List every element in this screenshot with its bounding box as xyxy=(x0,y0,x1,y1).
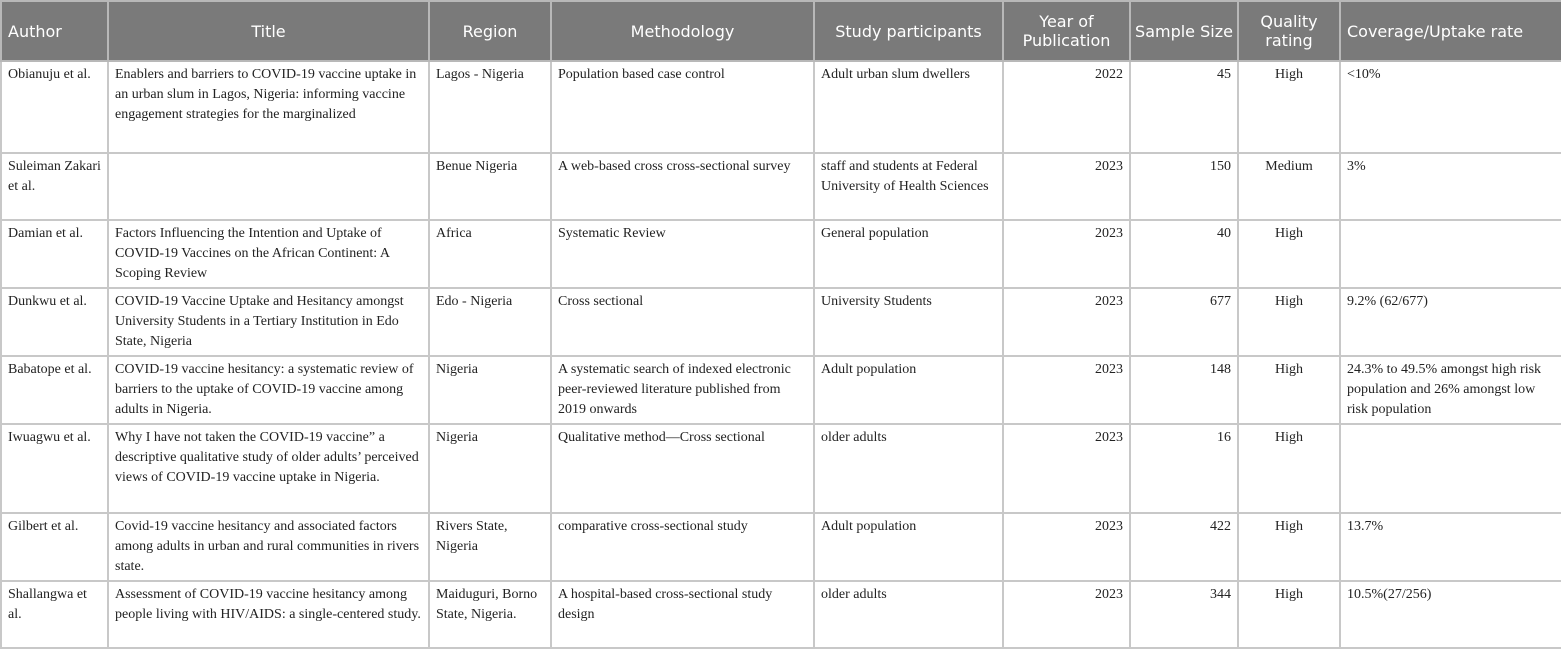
cell-sample: 16 xyxy=(1130,424,1238,513)
column-header-sample: Sample Size xyxy=(1130,1,1238,61)
cell-region: Maiduguri, Borno State, Nigeria. xyxy=(429,581,551,648)
table-row xyxy=(1,424,1561,513)
table-row xyxy=(1,288,1561,356)
header-row xyxy=(1,1,1561,61)
column-header-participants: Study participants xyxy=(814,1,1003,61)
cell-region: Nigeria xyxy=(429,356,551,424)
column-header-title: Title xyxy=(108,1,429,61)
cell-participants: General population xyxy=(814,220,1003,288)
cell-participants: Adult population xyxy=(814,513,1003,581)
table-row xyxy=(1,356,1561,424)
column-header-quality: Quality rating xyxy=(1238,1,1340,61)
column-header-year: Year of Publication xyxy=(1003,1,1130,61)
cell-year: 2022 xyxy=(1003,61,1130,153)
cell-sample: 422 xyxy=(1130,513,1238,581)
cell-author: Shallangwa et al. xyxy=(1,581,108,648)
cell-methodology: Cross sectional xyxy=(551,288,814,356)
cell-sample: 344 xyxy=(1130,581,1238,648)
cell-author: Dunkwu et al. xyxy=(1,288,108,356)
cell-coverage: 9.2% (62/677) xyxy=(1340,288,1561,356)
cell-methodology: Systematic Review xyxy=(551,220,814,288)
cell-year: 2023 xyxy=(1003,220,1130,288)
cell-author: Gilbert et al. xyxy=(1,513,108,581)
cell-author: Iwuagwu et al. xyxy=(1,424,108,513)
column-header-region: Region xyxy=(429,1,551,61)
column-header-author: Author xyxy=(1,1,108,61)
cell-coverage: <10% xyxy=(1340,61,1561,153)
column-header-methodology: Methodology xyxy=(551,1,814,61)
cell-region: Lagos - Nigeria xyxy=(429,61,551,153)
cell-year: 2023 xyxy=(1003,288,1130,356)
cell-quality: Medium xyxy=(1238,153,1340,220)
cell-coverage xyxy=(1340,220,1561,288)
cell-participants: Adult population xyxy=(814,356,1003,424)
cell-quality: High xyxy=(1238,513,1340,581)
cell-coverage: 13.7% xyxy=(1340,513,1561,581)
cell-author: Babatope et al. xyxy=(1,356,108,424)
cell-participants: University Students xyxy=(814,288,1003,356)
cell-year: 2023 xyxy=(1003,424,1130,513)
cell-methodology: A web-based cross cross-sectional survey xyxy=(551,153,814,220)
cell-region: Africa xyxy=(429,220,551,288)
cell-region: Nigeria xyxy=(429,424,551,513)
cell-sample: 45 xyxy=(1130,61,1238,153)
cell-quality: High xyxy=(1238,581,1340,648)
cell-methodology: comparative cross-sectional study xyxy=(551,513,814,581)
cell-title: Enablers and barriers to COVID-19 vaccine uptake in an urban slum in Lagos, Nigeria: informing vaccine engagement strategies for the marginalized xyxy=(108,61,429,153)
cell-sample: 40 xyxy=(1130,220,1238,288)
table-row xyxy=(1,153,1561,220)
cell-sample: 677 xyxy=(1130,288,1238,356)
cell-year: 2023 xyxy=(1003,513,1130,581)
cell-sample: 148 xyxy=(1130,356,1238,424)
cell-year: 2023 xyxy=(1003,356,1130,424)
cell-participants: Adult urban slum dwellers xyxy=(814,61,1003,153)
cell-methodology: Qualitative method—Cross sectional xyxy=(551,424,814,513)
cell-year: 2023 xyxy=(1003,153,1130,220)
column-header-coverage: Coverage/Uptake rate xyxy=(1340,1,1561,61)
cell-title: Covid-19 vaccine hesitancy and associated factors among adults in urban and rural communities in rivers state. xyxy=(108,513,429,581)
table-row xyxy=(1,61,1561,153)
cell-quality: High xyxy=(1238,424,1340,513)
table-row xyxy=(1,581,1561,648)
cell-methodology: Population based case control xyxy=(551,61,814,153)
cell-title: COVID-19 Vaccine Uptake and Hesitancy amongst University Students in a Tertiary Institution in Edo State, Nigeria xyxy=(108,288,429,356)
cell-region: Benue Nigeria xyxy=(429,153,551,220)
cell-quality: High xyxy=(1238,288,1340,356)
cell-participants: older adults xyxy=(814,424,1003,513)
table-row xyxy=(1,513,1561,581)
cell-title: Assessment of COVID-19 vaccine hesitancy among people living with HIV/AIDS: a single-centered study. xyxy=(108,581,429,648)
cell-methodology: A systematic search of indexed electronic peer-reviewed literature published from 2019 onwards xyxy=(551,356,814,424)
cell-author: Suleiman Zakari et al. xyxy=(1,153,108,220)
cell-quality: High xyxy=(1238,61,1340,153)
cell-title: COVID-19 vaccine hesitancy: a systematic review of barriers to the uptake of COVID-19 vaccine among adults in Nigeria. xyxy=(108,356,429,424)
cell-participants: staff and students at Federal University of Health Sciences xyxy=(814,153,1003,220)
table-row xyxy=(1,220,1561,288)
cell-title: Factors Influencing the Intention and Uptake of COVID-19 Vaccines on the African Continent: A Scoping Review xyxy=(108,220,429,288)
cell-sample: 150 xyxy=(1130,153,1238,220)
cell-coverage: 3% xyxy=(1340,153,1561,220)
cell-year: 2023 xyxy=(1003,581,1130,648)
cell-coverage xyxy=(1340,424,1561,513)
cell-coverage: 24.3% to 49.5% amongst high risk population and 26% amongst low risk population xyxy=(1340,356,1561,424)
cell-title: Why I have not taken the COVID-19 vaccine” a descriptive qualitative study of older adults’ perceived views of COVID-19 vaccine uptake in Nigeria. xyxy=(108,424,429,513)
cell-region: Edo - Nigeria xyxy=(429,288,551,356)
cell-author: Obianuju et al. xyxy=(1,61,108,153)
cell-author: Damian et al. xyxy=(1,220,108,288)
cell-methodology: A hospital-based cross-sectional study design xyxy=(551,581,814,648)
cell-title xyxy=(108,153,429,220)
cell-region: Rivers State, Nigeria xyxy=(429,513,551,581)
cell-quality: High xyxy=(1238,356,1340,424)
cell-participants: older adults xyxy=(814,581,1003,648)
cell-coverage: 10.5%(27/256) xyxy=(1340,581,1561,648)
cell-quality: High xyxy=(1238,220,1340,288)
